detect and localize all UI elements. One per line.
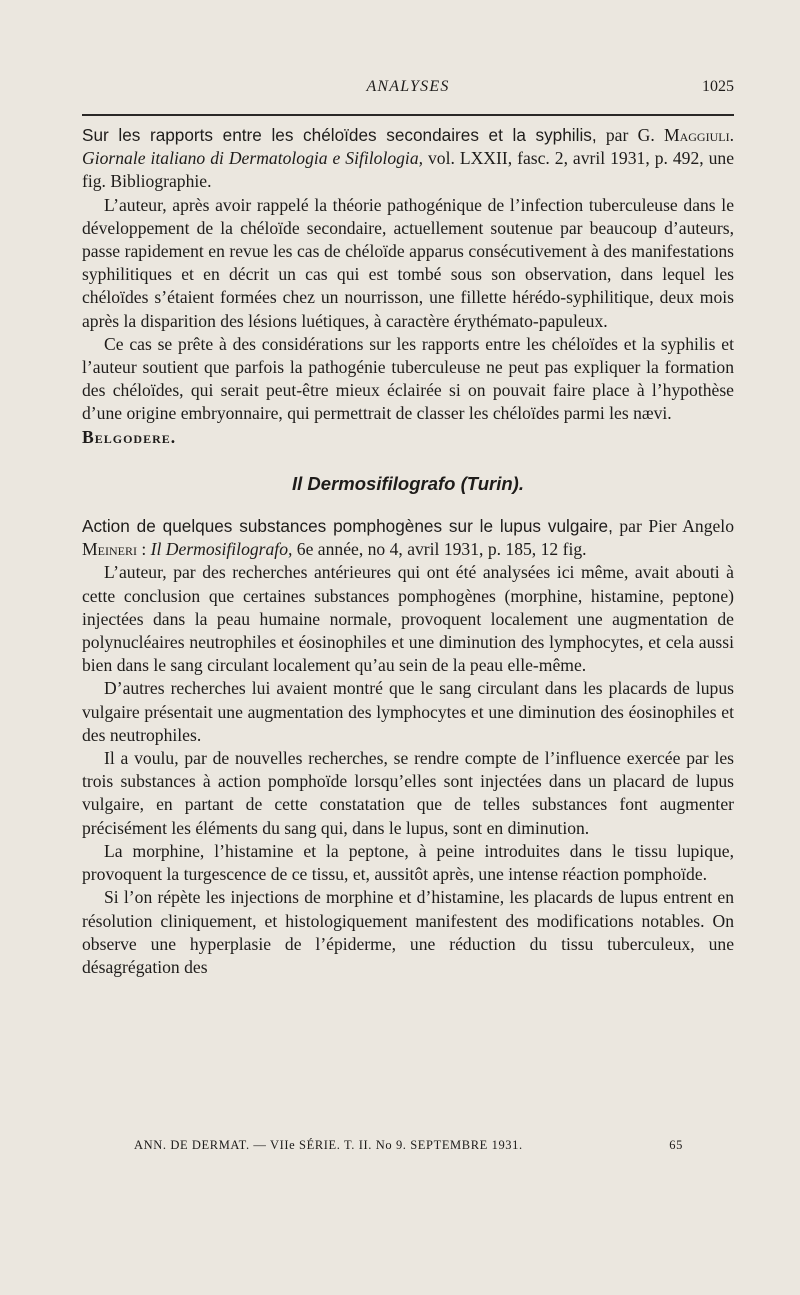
article2-heading (82, 515, 734, 561)
article1-signature: Belgodere. (82, 426, 177, 447)
section-heading: Il Dermosifilografo (Turin). (292, 472, 524, 494)
article1-sep: . (729, 125, 734, 145)
article2-journal: Il Dermosifilografo, (150, 539, 293, 560)
footer-signature-mark: 65 (669, 1138, 683, 1152)
article1-paragraph: Ce cas se prête à des considérations sur les rapports entre les chéloïdes et la syphilis et l’auteur soutient que parfois la pathogénie tuberculeuse ne peut pas expliquer la formation des chéloïdes, qui serait peut-être mieux éclairée si on pouvait faire place à l’hypothèse d’une origine embryonnaire, qui permettrait de classer les chéloïdes parmi les nævi. (82, 333, 734, 424)
article1-journal: Giornale italiano di Dermatologia e Sifilologia, (82, 148, 424, 169)
article2-paragraph: La morphine, l’histamine et la peptone, à peine introduites dans le tissu lupique, provoquent la turgescence de ce tissu, et, aussitôt après, une intense réaction pomphoïde. (82, 840, 734, 885)
running-title: ANALYSES (366, 78, 450, 95)
header-rule (82, 114, 734, 116)
article2-title: Action de quelques substances pomphogènes sur le lupus vulgaire, (82, 516, 613, 537)
page-header (82, 78, 734, 104)
article2-by: par Pier Angelo (612, 516, 734, 537)
article2-author: Meineri (82, 539, 137, 560)
article1-title: Sur les rapports entre les chéloïdes secondaires et la syphilis, (82, 125, 597, 145)
article2-paragraph: D’autres recherches lui avaient montré que le sang circulant dans les placards de lupus vulgaire présentait une augmentation des lymphocytes et une diminution des éosinophiles et des neutrophiles. (82, 678, 734, 745)
article1-heading (82, 124, 734, 194)
page-number: 1025 (702, 78, 734, 95)
article1-paragraph: L’auteur, après avoir rappelé la théorie pathogénique de l’infection tuberculeuse dans le développement de la chéloïde secondaire, actuellement soutenue par beaucoup d’auteurs, passe rapidement en revue les cas de chéloïde apparus consécutivement à des manifestations syphilitiques et en décrit un cas qui est tombé sous son observation, dans lequel les chéloïdes s’étaient formées chez un nourrisson, une fillette hérédo-syphilitique, deux mois après la disparition des lésions luétiques, à caractère érythémato-papuleux. (82, 194, 734, 331)
footer-running-line: ANN. DE DERMAT. — VIIe SÉRIE. T. II. No 9. SEPTEMBRE 1931. (134, 1138, 523, 1152)
article2-paragraph: Il a voulu, par de nouvelles recherches, se rendre compte de l’influence exercée par les trois substances à action pomphoïde lorsqu’elles sont injectées dans un placard de lupus vulgaire, en partant de cette constatation que de telles substances font augmenter précisément les éléments du sang qui, dans le lupus, sont en diminution. (82, 748, 734, 838)
article2-sep: : (136, 539, 151, 560)
article2-paragraph: Si l’on répète les injections de morphine et d’histamine, les placards de lupus entrent en résolution cliniquement, et histologiquement manifestent des modifications notables. On observe une hyperplasie de l’épiderme, une réduction du tissu tuberculeux, une désagrégation des (82, 887, 734, 977)
article1-author: G. Maggiuli (637, 125, 730, 145)
article1-details: vol. LXXII, fasc. 2, avril 1931, p. 492, une fig. Bibliographie. (82, 148, 735, 192)
article1-by: par (596, 125, 638, 145)
article2-paragraph: L’auteur, par des recherches antérieures qui ont été analysées ici même, avait abouti à cette conclusion que certaines substances pomphogènes (morphine, histamine, peptone) injectées dans la peau humaine normale, provoquent localement une augmentation de polynucléaires neutrophiles et éosinophiles et une diminution des lymphocytes, et cela aussi bien dans le sang circulant localement qu’au sein de la peau elle-même. (82, 562, 734, 676)
page-body (82, 124, 734, 979)
article2-details: 6e année, no 4, avril 1931, p. 185, 12 fig. (292, 539, 587, 560)
